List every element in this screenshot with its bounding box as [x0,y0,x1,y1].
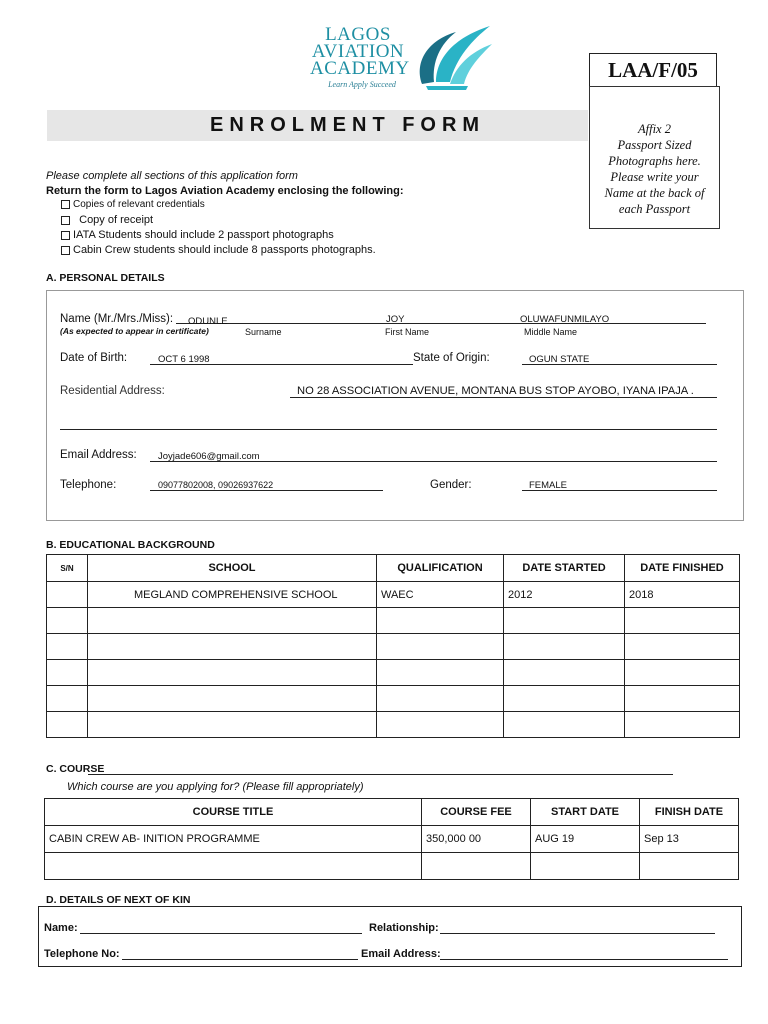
table-cell[interactable]: 2018 [625,582,740,608]
table-cell[interactable] [504,608,625,634]
enclosure-list [61,199,376,259]
table-cell[interactable] [377,660,504,686]
section-a-heading: A. PERSONAL DETAILS [46,272,165,284]
list-item-label: Cabin Crew students should include 8 passports photographs. [73,244,376,256]
form-code: LAA/F/05 [589,53,717,87]
photo-note-line: Name at the back of [604,186,705,200]
first-name-value[interactable]: JOY [386,314,405,325]
dob-value[interactable]: OCT 6 1998 [158,354,210,365]
logo-line-3: ACADEMY [310,58,410,79]
table-cell[interactable] [88,660,377,686]
course-subtitle: Which course are you applying for? (Please fill appropriately) [67,781,364,793]
photo-note-line: each Passport [618,202,691,216]
section-b-heading: B. EDUCATIONAL BACKGROUND [46,539,215,551]
table-cell[interactable] [377,686,504,712]
table-row [47,582,740,608]
state-value[interactable]: OGUN STATE [529,354,590,365]
table-cell[interactable]: CABIN CREW AB- INITION PROGRAMME [45,826,422,853]
table-cell[interactable] [504,660,625,686]
column-header: START DATE [531,799,640,826]
kin-relationship-line[interactable] [440,933,715,934]
logo-tagline: Learn Apply Succeed [328,80,396,89]
table-cell[interactable] [504,634,625,660]
checkbox-icon[interactable] [61,216,70,225]
table-cell[interactable] [47,660,88,686]
table-cell[interactable] [88,712,377,738]
checkbox-icon[interactable] [61,200,70,209]
photo-note-line: Affix 2 [638,122,671,136]
table-row [47,660,740,686]
table-cell[interactable] [377,608,504,634]
surname-label: Surname [245,327,282,337]
column-header: QUALIFICATION [377,555,504,582]
table-cell[interactable] [504,712,625,738]
table-cell[interactable]: WAEC [377,582,504,608]
list-item-label: Copy of receipt [79,214,154,226]
table-cell[interactable] [47,634,88,660]
education-table [46,554,740,738]
kin-relationship-label: Relationship: [369,922,439,934]
checkbox-icon[interactable] [61,231,70,240]
phone-value[interactable]: 09077802008, 09026937622 [158,480,274,490]
address-value[interactable]: NO 28 ASSOCIATION AVENUE, MONTANA BUS STOP AYOBO, IYANA IPAJA . [297,385,694,397]
table-cell[interactable] [377,634,504,660]
table-cell[interactable] [640,853,739,880]
photo-note-line: Photographs here. [608,154,701,168]
state-label: State of Origin: [413,352,490,364]
column-header: DATE FINISHED [625,555,740,582]
table-cell[interactable]: AUG 19 [531,826,640,853]
kin-name-line[interactable] [80,933,362,934]
photo-note-line: Please write your [610,170,699,184]
address-line-1 [290,397,717,398]
section-c-prefix: C. [46,763,60,775]
name-note: (As expected to appear in certificate) [60,326,209,336]
phone-label: Telephone: [60,479,117,491]
kin-phone-label: Telephone No: [44,948,120,960]
logo-line-1: LAGOS [325,24,391,45]
name-label: Name (Mr./Mrs./Miss): [60,313,174,325]
checkbox-icon[interactable] [61,246,70,255]
column-header: FINISH DATE [640,799,739,826]
instruction-line-1: Please complete all sections of this application form [46,170,298,182]
logo-text [310,24,410,79]
column-header: COURSE TITLE [45,799,422,826]
column-header: S/N [47,555,88,582]
section-c-title: COURSE [59,763,105,775]
table-cell[interactable] [88,608,377,634]
table-cell[interactable] [88,686,377,712]
list-item [61,229,376,244]
table-cell[interactable]: 2012 [504,582,625,608]
table-cell[interactable] [47,608,88,634]
table-cell[interactable]: MEGLAND COMPREHENSIVE SCHOOL [88,582,377,608]
middle-name-value[interactable]: OLUWAFUNMILAYO [520,314,610,325]
table-row [47,686,740,712]
column-header: COURSE FEE [422,799,531,826]
academy-logo [310,22,500,94]
table-header-row [47,555,740,582]
table-cell[interactable] [47,582,88,608]
table-header-row [45,799,739,826]
instruction-line-2: Return the form to Lagos Aviation Academy enclosing the following: [46,185,404,197]
address-line-2 [60,429,717,430]
address-label: Residential Address: [60,385,165,397]
list-item-label: IATA Students should include 2 passport photographs [73,229,334,241]
table-cell[interactable]: 350,000 00 [422,826,531,853]
email-label: Email Address: [60,449,137,461]
table-row [45,853,739,880]
section-d-heading: D. DETAILS OF NEXT OF KIN [46,894,191,906]
logo-line-2: AVIATION [311,41,405,62]
table-cell[interactable] [625,608,740,634]
table-cell[interactable] [625,660,740,686]
list-item-label: Copies of relevant credentials [73,199,205,210]
table-cell[interactable] [625,634,740,660]
table-row [47,608,740,634]
table-cell[interactable] [47,686,88,712]
surname-value[interactable]: ODUNLE [188,316,228,327]
first-name-label: First Name [385,327,430,337]
form-title: ENROLMENT FORM [210,114,486,136]
gender-label: Gender: [430,479,472,491]
gender-value[interactable]: FEMALE [529,480,568,491]
kin-email-label: Email Address: [361,948,441,960]
list-item [61,244,376,259]
table-cell[interactable] [377,712,504,738]
table-cell[interactable]: Sep 13 [640,826,739,853]
table-cell[interactable] [47,712,88,738]
column-header: SCHOOL [88,555,377,582]
table-cell[interactable] [504,686,625,712]
phone-line [150,490,383,491]
passport-photo-box [589,86,720,229]
course-table [44,798,739,880]
table-cell[interactable] [88,634,377,660]
middle-name-label: Middle Name [524,327,578,337]
dob-label: Date of Birth: [60,352,128,364]
table-cell[interactable] [625,686,740,712]
table-row [45,826,739,853]
wing-icon [410,22,494,92]
kin-phone-line[interactable] [122,959,358,960]
column-header: DATE STARTED [504,555,625,582]
email-value[interactable]: Joyjade606@gmail.com [158,451,260,462]
course-heading-line [88,774,673,775]
table-cell[interactable] [45,853,422,880]
list-item [61,199,376,214]
kin-email-line[interactable] [440,959,728,960]
table-row [47,634,740,660]
table-cell[interactable] [531,853,640,880]
table-cell[interactable] [422,853,531,880]
list-item [61,214,376,229]
name-line [176,323,706,324]
kin-name-label: Name: [44,922,78,934]
table-row [47,712,740,738]
table-cell[interactable] [625,712,740,738]
photo-note-line: Passport Sized [617,138,692,152]
